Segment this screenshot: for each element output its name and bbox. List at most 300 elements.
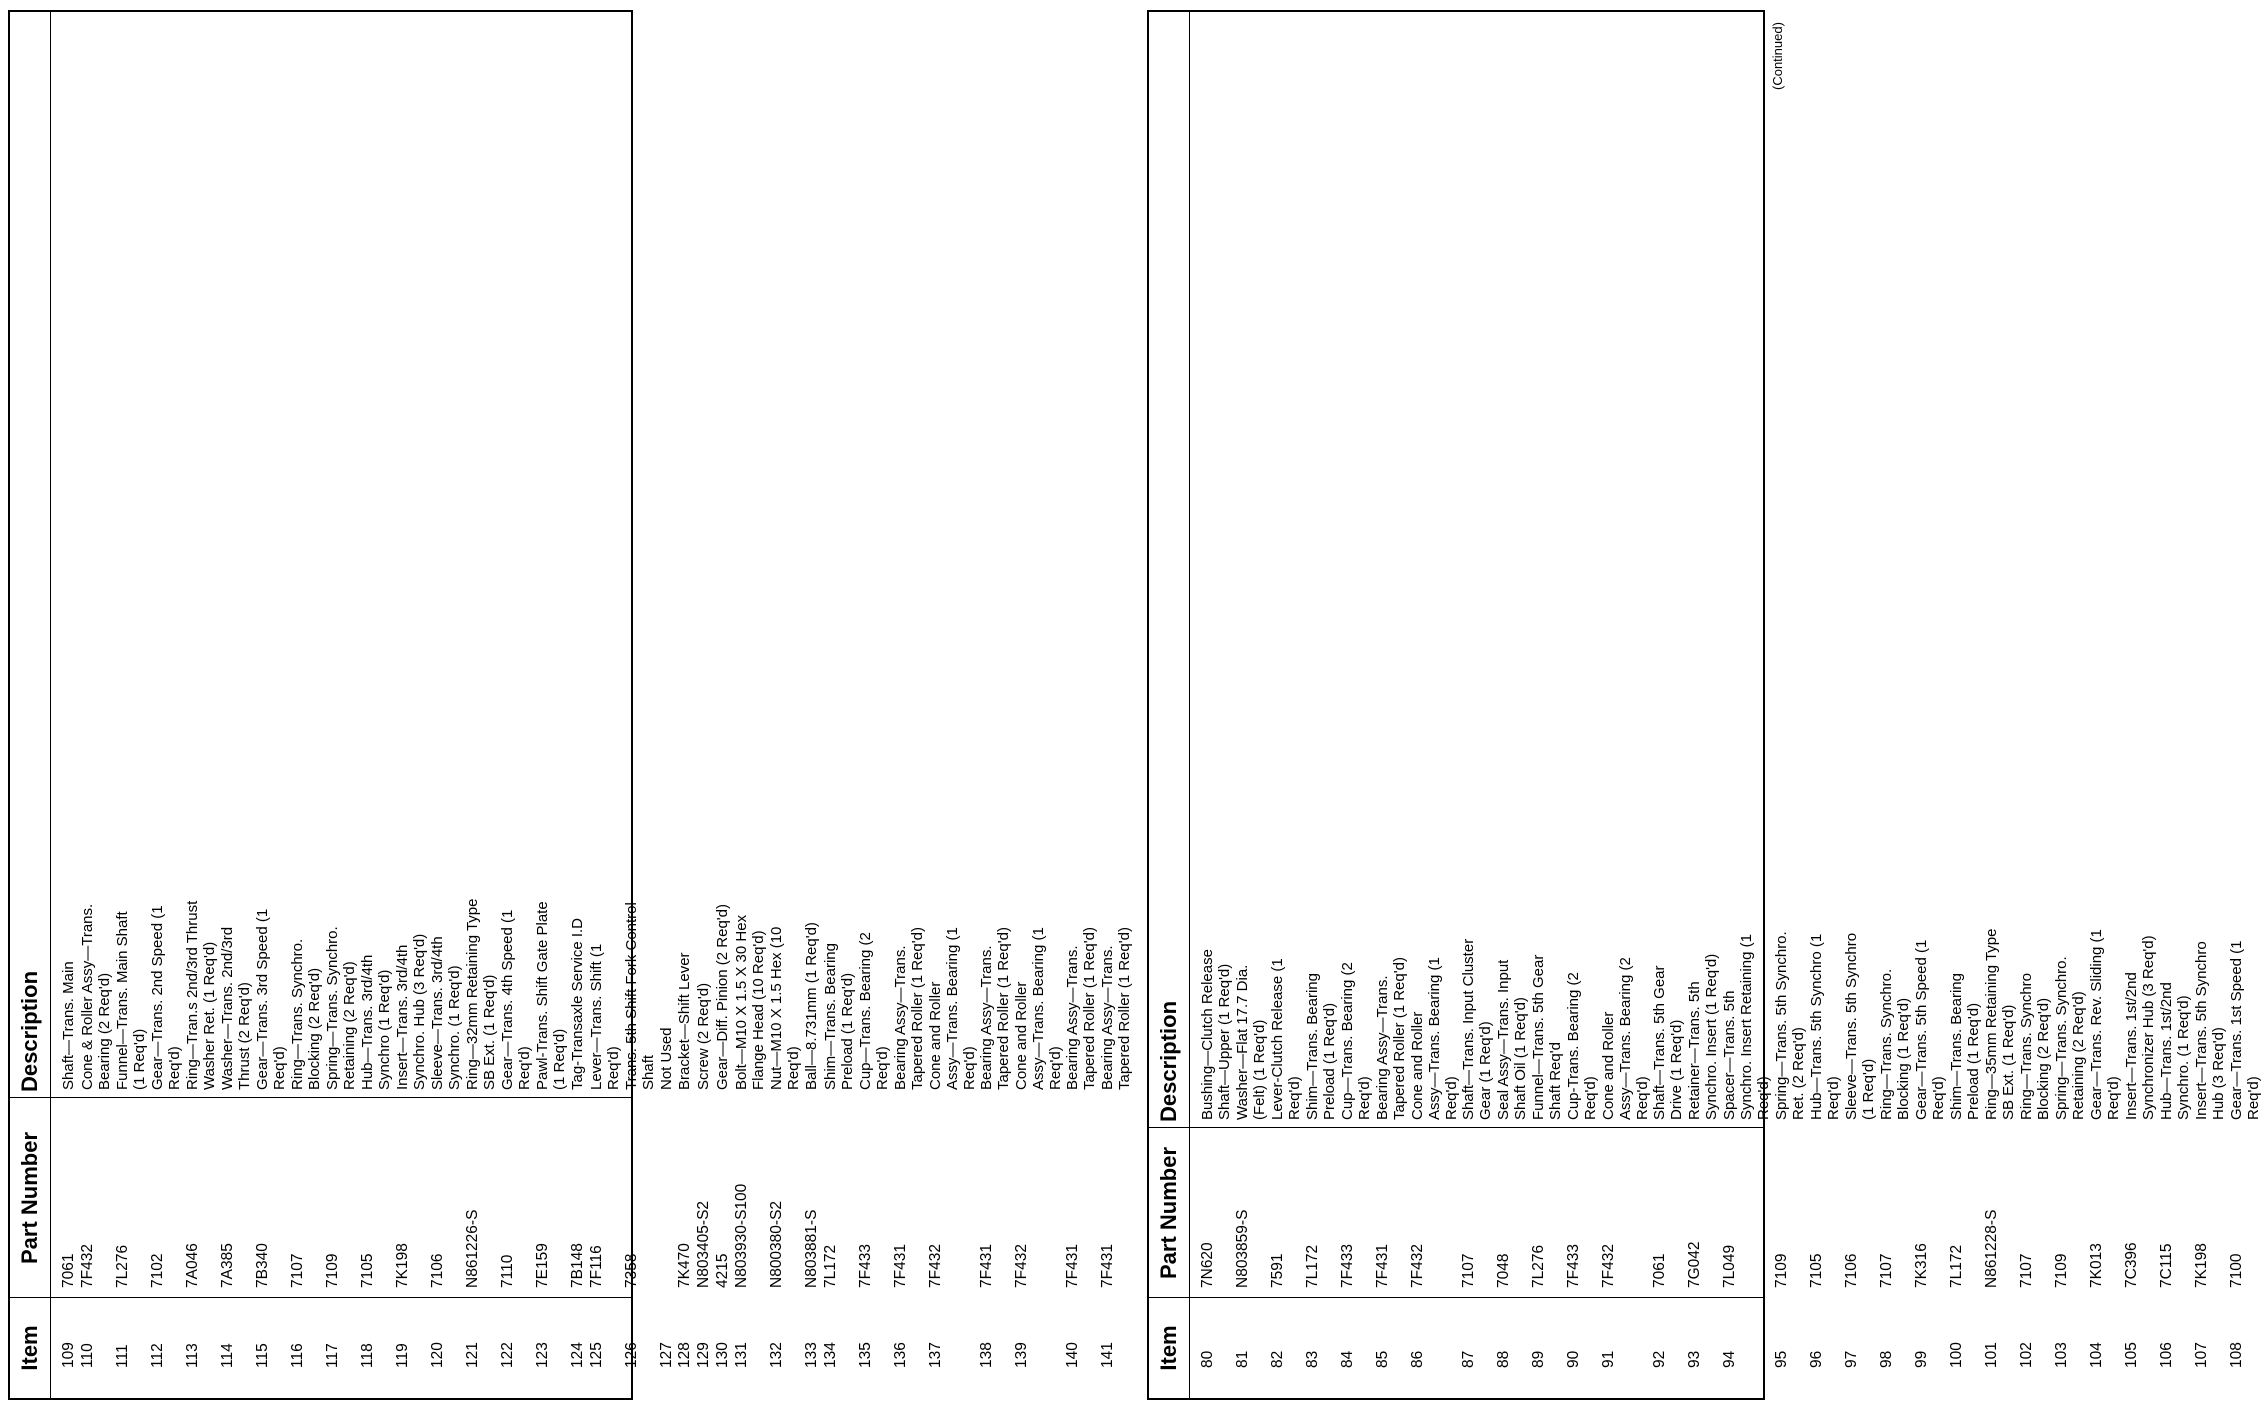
item-number: 118 — [358, 1343, 376, 1368]
description-cell — [324, 926, 358, 1090]
description-line: Blocking (2 Req'd) — [2034, 997, 2052, 1120]
description-line: Req'd) — [1755, 1076, 1773, 1120]
description-line: SB Ext. (1 Req'd) — [1999, 1004, 2017, 1120]
description-line: Flange Head (10 Req'd) — [749, 930, 767, 1090]
description-line: Gear—Trans. 1st Speed (1 — [2227, 940, 2245, 1120]
description-cell — [1773, 931, 1807, 1120]
description-line: Gear—Diff. Pinion (2 Req'd) — [714, 904, 731, 1090]
description-line: Drive (1 Req'd) — [1668, 1019, 1686, 1120]
description-line: Req'd) — [1582, 1076, 1600, 1120]
part-number: 7048 — [1495, 1253, 1513, 1288]
description-cell — [1304, 973, 1338, 1120]
item-number: 137 — [926, 1342, 944, 1368]
description-cell — [768, 927, 802, 1090]
part-number: 7106 — [428, 1253, 446, 1288]
description-line: Cone and Roller — [926, 981, 944, 1090]
part-number: 7E159 — [533, 1243, 551, 1288]
description-line: Spring—Trans. 5th Synchro. — [1772, 931, 1790, 1120]
item-number: 119 — [393, 1343, 411, 1368]
description-line: Shim—Trans. Bearing — [1947, 973, 1965, 1120]
part-number: 7F433 — [1565, 1244, 1583, 1288]
part-number: N861226-S — [463, 1209, 481, 1288]
description-line: Ring—Trans. Synchro — [2017, 973, 2035, 1120]
item-number: 82 — [1269, 1350, 1286, 1368]
description-line: Shim—Trans. Bearing — [1304, 973, 1321, 1120]
description-line: Synchro (1 Req'd) — [375, 969, 393, 1090]
part-number: 7L172 — [821, 1244, 839, 1288]
description-line: Assy—Trans. Bearing (1 — [1426, 957, 1443, 1120]
description-line: Shaft—Trans. 5th Gear — [1651, 965, 1669, 1120]
part-number: 7L276 — [1530, 1244, 1548, 1288]
description-line: Preload (1 Req'd) — [1321, 1002, 1338, 1120]
part-number: 7F432 — [1600, 1244, 1618, 1288]
part-number: 7110 — [498, 1254, 516, 1288]
description-line: Spring—Trans. Synchro. — [323, 926, 341, 1090]
description-line: Bearing (2 Req'd) — [95, 972, 113, 1090]
description-line: Gear—Trans. 4th Speed (1 — [498, 909, 516, 1090]
item-column — [1149, 1298, 1763, 1398]
description-line: Lever-Clutch Release (1 — [1269, 958, 1286, 1120]
part-number: 7107 — [2017, 1253, 2035, 1288]
description-cell — [2123, 935, 2157, 1120]
description-line: Preload (1 Req'd) — [838, 972, 856, 1090]
description-cell — [149, 905, 183, 1090]
part-number: 7061 — [60, 1253, 77, 1288]
part-number: N800380-S2 — [767, 1200, 785, 1288]
part-number: 7C115 — [2157, 1243, 2175, 1288]
description-line: Gear—Trans. Rev. Sliding (1 — [2087, 929, 2105, 1120]
description-line: (1 Req'd) — [1859, 1058, 1877, 1120]
item-header: Item — [17, 1325, 42, 1371]
description-line: Shaft—Trans. Input Cluster — [1460, 938, 1478, 1120]
description-cell — [1721, 934, 1772, 1120]
description-line: Insert—Trans. 1st/2nd — [2122, 972, 2140, 1120]
description-line: SB Ext. (1 Req'd) — [480, 974, 498, 1090]
part-number: 7F431 — [977, 1244, 995, 1288]
description-cell — [534, 901, 568, 1090]
item-number: 140 — [1064, 1342, 1081, 1368]
description-cell — [569, 918, 586, 1090]
part-number: 7591 — [1269, 1253, 1286, 1288]
description-cell — [1460, 939, 1494, 1120]
description-cell — [289, 939, 323, 1090]
part-number: 7B148 — [568, 1243, 586, 1288]
description-line: Tapered Roller (1 Req'd) — [908, 927, 926, 1090]
part-number: 7K316 — [1912, 1243, 1930, 1288]
description-cell — [2228, 940, 2262, 1120]
item-number: 141 — [1099, 1342, 1116, 1368]
description-line: Bearing Assy—Trans. — [977, 945, 995, 1090]
description-cell — [1099, 927, 1133, 1090]
item-number: 90 — [1565, 1350, 1583, 1368]
description-line: Req'd) — [1046, 1046, 1064, 1090]
description-cell — [1983, 929, 2017, 1120]
description-cell — [857, 932, 891, 1090]
description-line: Synchro. (1 Req'd) — [2174, 995, 2192, 1120]
description-cell — [254, 909, 288, 1090]
part-number: 7F431 — [891, 1244, 909, 1288]
item-number: 133 — [802, 1342, 820, 1368]
part-number: 7F431 — [1099, 1244, 1116, 1288]
description-line: Spring—Trans. Synchro. — [2052, 956, 2070, 1120]
description-line: Screw (2 Req'd) — [695, 982, 713, 1090]
part-number: 7105 — [1807, 1253, 1825, 1288]
part-number: 7107 — [288, 1253, 306, 1288]
part-number: 7K013 — [2087, 1243, 2105, 1288]
description-line: Ring—Tran.s 2nd/3rd Thrust — [183, 900, 201, 1090]
description-cell — [429, 936, 463, 1090]
description-line: Req'd) — [1634, 1076, 1652, 1120]
description-cell — [1878, 969, 1912, 1120]
description-line: Synchro. Hub (3 Req'd) — [410, 933, 428, 1090]
description-line: Req'd) — [1929, 1076, 1947, 1120]
part-number: 7K198 — [2192, 1243, 2210, 1288]
item-number: 94 — [1721, 1350, 1739, 1368]
part-number: 7100 — [2227, 1253, 2245, 1288]
item-number: 117 — [323, 1343, 341, 1368]
item-number: 98 — [1877, 1350, 1895, 1368]
description-cell — [733, 915, 767, 1090]
part-number: 7F431 — [1374, 1244, 1391, 1288]
description-line: Bearing Assy—Trans. — [1374, 975, 1391, 1120]
description-line: Req'd) — [165, 1046, 183, 1090]
item-number: 104 — [2087, 1342, 2105, 1368]
description-line: Synchro. Insert (1 Req'd) — [1703, 953, 1721, 1120]
parts-table-2 — [8, 10, 1133, 1400]
item-number: 81 — [1234, 1350, 1251, 1368]
item-number: 96 — [1807, 1350, 1825, 1368]
description-line: Assy—Trans. Bearing (1 — [943, 927, 961, 1090]
description-cell — [1686, 954, 1720, 1120]
description-line: Req'd) — [1824, 1076, 1842, 1120]
description-cell — [1013, 927, 1064, 1090]
description-line: Ball—8.731mm (1 Req'd) — [802, 922, 820, 1090]
item-number: 121 — [463, 1342, 481, 1368]
description-line: Retaining (2 Req'd) — [340, 961, 358, 1090]
description-line: Retaining (2 Req'd) — [2069, 991, 2087, 1120]
description-line: Bearing Assy—Trans. — [1099, 945, 1116, 1090]
item-number: 124 — [568, 1342, 586, 1368]
part-number: 7F433 — [1339, 1244, 1356, 1288]
description-line: Insert—Trans. 5th Synchro — [2192, 941, 2210, 1120]
description-line: Req'd) — [270, 1046, 288, 1090]
description-line: Hub—Trans. 5th Synchro (1 — [1807, 933, 1825, 1120]
item-number: 108 — [2227, 1342, 2245, 1368]
description-line: Spacer—Trans. 5th — [1721, 990, 1739, 1120]
item-number: 91 — [1600, 1350, 1618, 1368]
description-cell — [2018, 973, 2052, 1120]
part-number: 7N620 — [1199, 1242, 1216, 1288]
description-cell — [60, 961, 77, 1090]
description-line: Bracket—Shift Lever — [676, 952, 694, 1090]
description-cell — [1600, 957, 1651, 1120]
part-number: 7F116 — [587, 1245, 605, 1288]
description-cell — [2088, 929, 2122, 1120]
description-cell — [1808, 934, 1842, 1120]
description-line: Req'd) — [873, 1046, 891, 1090]
description-line: Assy—Trans. Bearing (1 — [1029, 927, 1047, 1090]
description-line: Shaft — [639, 1054, 657, 1090]
part-number: N803930-S100 — [732, 1183, 750, 1288]
description-cell — [219, 927, 253, 1090]
description-line: Req'd) — [515, 1046, 533, 1090]
description-line: Washer Ret. (1 Req'd) — [200, 941, 218, 1090]
item-number: 110 — [78, 1343, 96, 1368]
description-line: Req'd) — [1286, 1076, 1303, 1120]
item-number: 136 — [891, 1342, 909, 1368]
description-cell — [695, 983, 712, 1090]
description-cell — [623, 902, 657, 1090]
description-cell — [1913, 940, 1947, 1120]
description-line: Seal Assy—Trans. Input — [1495, 959, 1513, 1120]
item-number: 92 — [1651, 1350, 1669, 1368]
item-number: 95 — [1772, 1350, 1790, 1368]
part-number: 7L049 — [1721, 1244, 1739, 1288]
part-number: 7109 — [2052, 1253, 2070, 1288]
item-number: 138 — [977, 1342, 995, 1368]
part-number: 7109 — [1772, 1253, 1790, 1288]
item-number: 126 — [622, 1342, 640, 1368]
item-number: 93 — [1686, 1350, 1704, 1368]
part-number: 7109 — [323, 1253, 341, 1288]
item-number: 135 — [856, 1342, 874, 1368]
item-number: 113 — [183, 1343, 201, 1368]
description-line: Req'd) — [604, 1046, 622, 1090]
part-number: 7F431 — [1064, 1244, 1081, 1288]
item-number: 134 — [821, 1342, 839, 1368]
description-cell — [1948, 973, 1982, 1120]
part-number: N861228-S — [1982, 1209, 2000, 1288]
description-line: Synchronizer Hub (3 Req'd) — [2139, 935, 2157, 1120]
description-cell — [1651, 965, 1685, 1120]
description-line: Washer—Flat 17.7 Dia. — [1234, 964, 1251, 1120]
item-number: 109 — [60, 1342, 77, 1368]
continued-note: (Continued) — [1770, 22, 1785, 90]
description-line: Bearing Assy—Trans. — [1064, 945, 1081, 1090]
part-number: 7K470 — [676, 1243, 694, 1288]
description-line: Blocking (1 Req'd) — [1894, 997, 1912, 1120]
item-header: Item — [1156, 1325, 1181, 1371]
item-number: 127 — [657, 1342, 675, 1368]
description-line: Cup—Trans. Bearing (2 — [1339, 962, 1356, 1120]
part-number: 7A046 — [183, 1243, 201, 1288]
part-number: N803859-S — [1234, 1209, 1251, 1288]
part-number: 7107 — [1877, 1253, 1895, 1288]
description-line: Shim—Trans. Bearing — [821, 943, 839, 1090]
description-line: Req'd) — [2104, 1076, 2122, 1120]
part-number: 7F433 — [856, 1244, 874, 1288]
item-number: 129 — [695, 1342, 713, 1368]
description-cell — [978, 927, 1012, 1090]
description-cell — [114, 911, 148, 1090]
description-cell — [1843, 933, 1877, 1120]
description-line: Not Used — [657, 1027, 675, 1090]
description-cell — [2193, 941, 2227, 1120]
part-number: 7105 — [358, 1253, 376, 1288]
description-line: Synchro. Insert Retaining (1 — [1738, 934, 1756, 1120]
description-cell — [1269, 958, 1303, 1120]
description-line: Shaft Oil (1 Req'd) — [1512, 997, 1530, 1120]
description-cell — [1409, 957, 1460, 1120]
description-line: Trans. 5th Shift Fork Control — [622, 902, 640, 1090]
part-number: 7C396 — [2122, 1242, 2140, 1288]
description-line: Tapered Roller (1 Req'd) — [994, 927, 1012, 1090]
description-line: Ring—Trans. Synchro. — [288, 938, 306, 1090]
part-number: 7A385 — [218, 1243, 236, 1288]
description-cell — [676, 952, 693, 1090]
description-line: Insert—Trans. 3rd/4th — [393, 944, 411, 1090]
description-line: Shaft Req'd — [1547, 1042, 1565, 1120]
part-number: 7B340 — [253, 1243, 271, 1288]
description-line: Req'd) — [1356, 1076, 1373, 1120]
description-cell — [1234, 965, 1268, 1120]
part-number: 7F432 — [1012, 1244, 1030, 1288]
item-number: 80 — [1199, 1350, 1216, 1368]
item-number: 83 — [1304, 1350, 1321, 1368]
part-number: 7L172 — [1304, 1244, 1321, 1288]
description-line: Cup—Trans. Bearing (2 — [856, 932, 874, 1090]
part-number: 7L172 — [1947, 1244, 1965, 1288]
description-cell — [588, 944, 622, 1090]
description-cell — [714, 904, 731, 1090]
description-line: Cone and Roller — [1600, 1011, 1618, 1120]
description-line: Synchro. (1 Req'd) — [445, 965, 463, 1090]
description-line: Tapered Roller (1 Req'd) — [1391, 957, 1408, 1120]
item-number: 107 — [2192, 1342, 2210, 1368]
item-number: 139 — [1012, 1342, 1030, 1368]
description-line: Cone & Roller Assy—Trans. — [78, 903, 96, 1090]
description-cell — [803, 922, 820, 1090]
part-number: 7K198 — [393, 1243, 411, 1288]
description-line: Thrust (2 Req'd) — [235, 982, 253, 1090]
description-line: Cup-Trans. Bearing (2 — [1565, 972, 1583, 1120]
description-line: Req'd) — [1443, 1076, 1460, 1120]
description-line: Funnel—Trans. Main Shaft — [113, 911, 131, 1090]
part-number-header: Part Number — [1156, 1146, 1181, 1280]
part-number: 7102 — [148, 1253, 166, 1288]
item-number: 111 — [113, 1344, 131, 1368]
description-cell — [359, 955, 393, 1090]
item-number: 115 — [253, 1343, 271, 1368]
description-cell — [822, 943, 856, 1090]
description-cell — [1339, 962, 1373, 1120]
description-cell — [658, 1027, 675, 1090]
description-line: Ring—Trans. Synchro. — [1877, 968, 1895, 1120]
item-number: 84 — [1339, 1350, 1356, 1368]
part-number: 7358 — [622, 1253, 640, 1288]
description-header: Description — [1156, 1000, 1181, 1122]
description-cell — [1565, 972, 1599, 1120]
description-line: Sleeve—Trans. 5th Synchro — [1842, 932, 1860, 1120]
part-number: 7F432 — [1409, 1244, 1426, 1288]
description-line: Sleeve—Trans. 3rd/4th — [428, 936, 446, 1090]
description-line: Ring—32mm Retaining Type — [463, 898, 481, 1090]
description-header: Description — [17, 970, 42, 1092]
description-line: Preload (1 Req'd) — [1964, 1002, 1982, 1120]
description-cell — [499, 910, 533, 1090]
description-line: Gear—Trans. 5th Speed (1 — [1912, 939, 1930, 1120]
description-line: Lever—Trans. Shift (1 — [587, 943, 605, 1090]
item-number: 99 — [1912, 1350, 1930, 1368]
item-number: 86 — [1409, 1350, 1426, 1368]
item-number: 120 — [428, 1342, 446, 1368]
item-number: 130 — [714, 1342, 731, 1368]
part-number: N803881-S — [802, 1209, 820, 1288]
description-line: Bolt—M10 X 1.5 X 30 Hex — [732, 914, 750, 1090]
description-line: Gear (1 Req'd) — [1477, 1021, 1495, 1120]
description-cell — [927, 927, 978, 1090]
description-cell — [184, 901, 218, 1090]
description-line: (Felt) (1 Req'd) — [1251, 1019, 1268, 1120]
part-number: 7L276 — [113, 1244, 131, 1288]
description-line: Cone and Roller — [1409, 1011, 1426, 1120]
description-line: Gear—Trans. 3rd Speed (1 — [253, 908, 271, 1090]
description-line: Gear—Trans. 2nd Speed (1 — [148, 905, 166, 1090]
description-cell — [1064, 927, 1098, 1090]
description-cell — [1495, 960, 1529, 1120]
item-number: 114 — [218, 1343, 236, 1368]
item-number: 106 — [2157, 1342, 2175, 1368]
description-cell — [2158, 982, 2192, 1120]
item-number: 89 — [1530, 1350, 1548, 1368]
item-number: 131 — [732, 1342, 750, 1368]
description-line: Tag-Transaxle Service I.D — [568, 917, 586, 1090]
description-line: Pawl-Trans. Shift Gate Plate — [533, 901, 551, 1090]
part-number: 7061 — [1651, 1253, 1669, 1288]
description-line: Req'd) — [960, 1046, 978, 1090]
part-number: 7G042 — [1686, 1241, 1704, 1288]
item-number: 97 — [1842, 1350, 1860, 1368]
item-number: 88 — [1495, 1350, 1513, 1368]
description-cell — [892, 927, 926, 1090]
item-number: 132 — [767, 1342, 785, 1368]
part-number-header: Part Number — [17, 1131, 42, 1265]
part-number: 7F432 — [926, 1244, 944, 1288]
description-line: Shaft—Trans. Main — [60, 961, 77, 1090]
description-line: Hub—Trans. 1st/2nd — [2157, 982, 2175, 1120]
description-line: Hub—Trans. 3rd/4th — [358, 954, 376, 1090]
description-cell — [1530, 955, 1564, 1120]
description-cell — [2053, 956, 2087, 1120]
description-line: (1 Req'd) — [550, 1028, 568, 1090]
part-number: N803405-S2 — [695, 1200, 713, 1288]
description-line: Shaft—Upper (1 Req'd) — [1216, 963, 1233, 1120]
description-line: (1 Req'd) — [130, 1028, 148, 1090]
description-line: Washer—Trans. 2nd/3rd — [218, 926, 236, 1090]
description-line: Blocking (2 Req'd) — [305, 967, 323, 1090]
item-number: 116 — [288, 1343, 306, 1368]
item-number: 128 — [676, 1342, 694, 1368]
item-number: 112 — [148, 1343, 166, 1368]
item-number: 125 — [587, 1342, 605, 1368]
description-cell — [1199, 949, 1233, 1120]
description-line: Req'd) — [784, 1046, 802, 1090]
description-line: Assy—Trans. Bearing (2 — [1617, 957, 1635, 1120]
description-line: Cone and Roller — [1012, 981, 1030, 1090]
item-number: 85 — [1374, 1350, 1391, 1368]
item-number: 87 — [1460, 1350, 1478, 1368]
description-cell — [79, 904, 113, 1090]
part-number: 7F432 — [78, 1244, 96, 1288]
item-number: 102 — [2017, 1342, 2035, 1368]
description-line: Ring—35mm Retaining Type — [1982, 928, 2000, 1120]
item-number: 101 — [1982, 1342, 2000, 1368]
item-number: 100 — [1947, 1342, 1965, 1368]
part-number: 4215 — [714, 1253, 731, 1288]
description-line: Ret. (2 Req'd) — [1789, 1027, 1807, 1120]
description-cell — [1374, 957, 1408, 1120]
part-number: 7107 — [1460, 1253, 1478, 1288]
